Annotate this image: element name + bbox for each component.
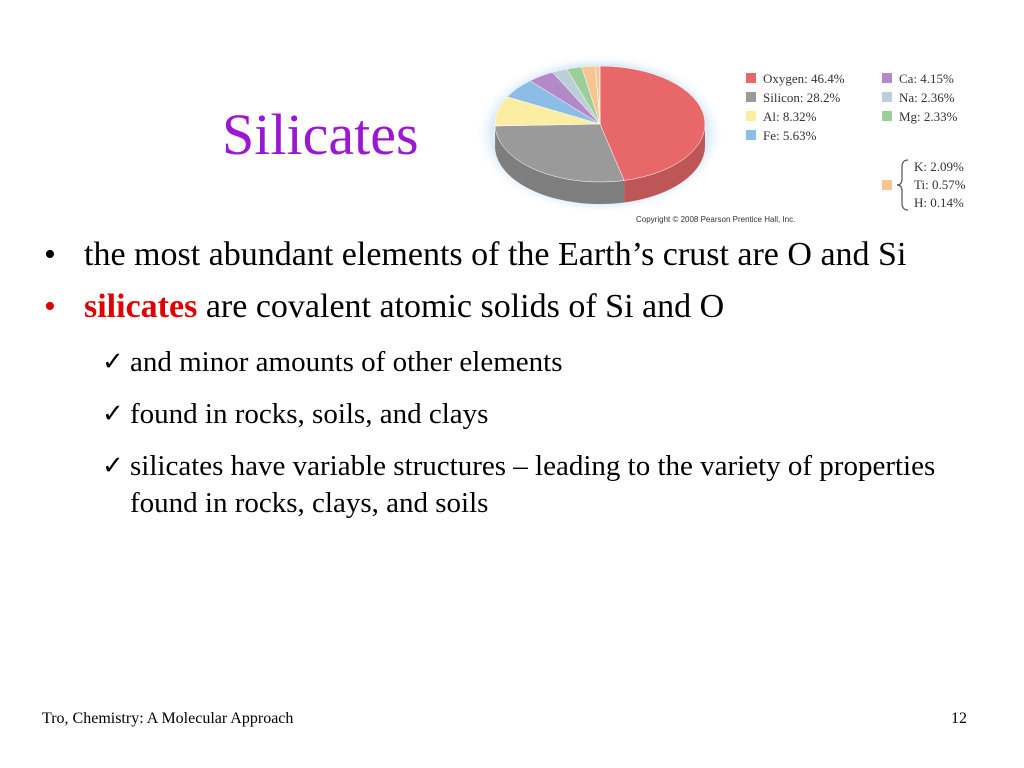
legend-swatch	[746, 92, 756, 102]
legend-item-oxygen: Oxygen: 46.4%	[746, 70, 845, 86]
footer-source: Tro, Chemistry: A Molecular Approach	[42, 710, 294, 727]
bullet-marker: •	[44, 288, 56, 325]
legend-swatch	[882, 92, 892, 102]
check-icon: ✓	[102, 347, 124, 377]
bullet-list	[40, 233, 1000, 522]
legend-swatch	[882, 73, 892, 83]
legend-item-k: K: 2.09%	[914, 159, 964, 174]
check-icon: ✓	[102, 399, 124, 429]
bullet-keyword: silicates	[84, 288, 198, 325]
sub-bullet-item	[40, 396, 1000, 433]
pie-chart	[470, 50, 740, 220]
legend-group-k-ti-h	[882, 159, 992, 213]
abundance-figure	[470, 50, 990, 230]
bullet-text: are covalent atomic solids of Si and O	[197, 288, 725, 325]
legend-item-ti: Ti: 0.57%	[914, 177, 966, 192]
sub-bullet-text: and minor amounts of other elements	[130, 346, 563, 378]
legend-swatch	[746, 73, 756, 83]
legend-item-na: Na: 2.36%	[882, 89, 955, 105]
sub-bullet-item	[40, 448, 1000, 522]
sub-bullet-text: silicates have variable structures – leading to the variety of properties found in rocks, clays, and soils	[130, 450, 936, 519]
figure-copyright: Copyright © 2008 Pearson Prentice Hall, Inc.	[636, 215, 796, 224]
bullet-text: the most abundant elements of the Earth’s crust are O and Si	[84, 236, 907, 273]
slide-title: Silicates	[222, 102, 419, 167]
legend-swatch	[746, 111, 756, 121]
bullet-item	[40, 285, 1000, 329]
bullet-marker: •	[44, 236, 56, 273]
sub-bullet-text: found in rocks, soils, and clays	[130, 398, 489, 430]
page-number: 12	[951, 710, 967, 727]
legend-item-al: Al: 8.32%	[746, 108, 816, 124]
legend-swatch	[882, 111, 892, 121]
check-icon: ✓	[102, 451, 124, 481]
legend-item-ca: Ca: 4.15%	[882, 70, 954, 86]
legend-swatch	[882, 180, 892, 190]
legend-item-fe: Fe: 5.63%	[746, 127, 816, 143]
legend-swatch	[746, 130, 756, 140]
brace-icon	[896, 159, 910, 211]
legend-item-silicon: Silicon: 28.2%	[746, 89, 840, 105]
bullet-item	[40, 233, 1000, 277]
sub-bullet-item	[40, 344, 1000, 381]
legend-item-mg: Mg: 2.33%	[882, 108, 958, 124]
pie-legend	[746, 70, 986, 220]
legend-item-h: H: 0.14%	[914, 195, 964, 210]
